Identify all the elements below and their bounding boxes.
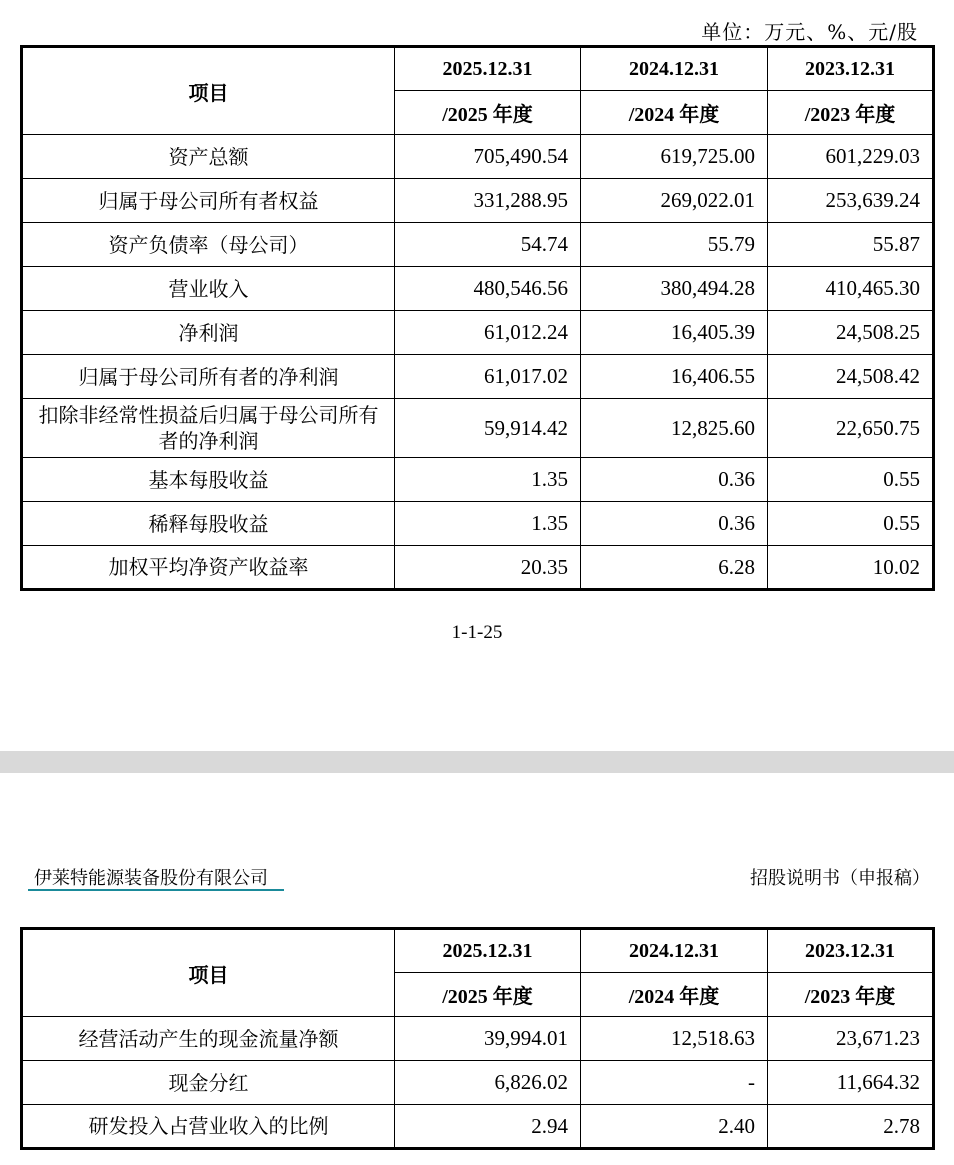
table-row bbox=[22, 1017, 934, 1061]
page-separator bbox=[0, 751, 954, 773]
row-label: 加权平均净资产收益率 bbox=[22, 546, 395, 590]
cell-value: 22,650.75 bbox=[768, 399, 934, 458]
table-row bbox=[22, 311, 934, 355]
cell-value: 55.79 bbox=[581, 223, 768, 267]
cell-value: 6,826.02 bbox=[395, 1061, 581, 1105]
row-label: 扣除非经常性损益后归属于母公司所有者的净利润 bbox=[22, 399, 395, 458]
table-row bbox=[22, 1105, 934, 1149]
cell-value: 12,518.63 bbox=[581, 1017, 768, 1061]
row-label: 归属于母公司所有者权益 bbox=[22, 179, 395, 223]
cell-value: 269,022.01 bbox=[581, 179, 768, 223]
cell-value: 24,508.25 bbox=[768, 311, 934, 355]
cell-value: - bbox=[581, 1061, 768, 1105]
cell-value: 10.02 bbox=[768, 546, 934, 590]
cell-value: 20.35 bbox=[395, 546, 581, 590]
row-label: 资产负债率（母公司） bbox=[22, 223, 395, 267]
table-row bbox=[22, 1061, 934, 1105]
cell-value: 16,406.55 bbox=[581, 355, 768, 399]
table-row bbox=[22, 399, 934, 458]
header-year: /2025 年度 bbox=[395, 973, 581, 1017]
cell-value: 1.35 bbox=[395, 458, 581, 502]
table-row bbox=[22, 546, 934, 590]
cell-value: 55.87 bbox=[768, 223, 934, 267]
cell-value: 1.35 bbox=[395, 502, 581, 546]
row-label: 研发投入占营业收入的比例 bbox=[22, 1105, 395, 1149]
document-title: 招股说明书（申报稿） bbox=[750, 868, 930, 889]
row-label: 基本每股收益 bbox=[22, 458, 395, 502]
header-date: 2025.12.31 bbox=[395, 47, 581, 91]
cell-value: 12,825.60 bbox=[581, 399, 768, 458]
row-label: 现金分红 bbox=[22, 1061, 395, 1105]
cell-value: 2.94 bbox=[395, 1105, 581, 1149]
cell-value: 480,546.56 bbox=[395, 267, 581, 311]
financial-table-2 bbox=[20, 927, 935, 1150]
cell-value: 601,229.03 bbox=[768, 135, 934, 179]
header-year: /2023 年度 bbox=[768, 973, 934, 1017]
cell-value: 380,494.28 bbox=[581, 267, 768, 311]
cell-value: 331,288.95 bbox=[395, 179, 581, 223]
cell-value: 619,725.00 bbox=[581, 135, 768, 179]
cell-value: 2.78 bbox=[768, 1105, 934, 1149]
cell-value: 59,914.42 bbox=[395, 399, 581, 458]
header-date: 2025.12.31 bbox=[395, 929, 581, 973]
cell-value: 0.36 bbox=[581, 502, 768, 546]
cell-value: 253,639.24 bbox=[768, 179, 934, 223]
cell-value: 23,671.23 bbox=[768, 1017, 934, 1061]
header-year: /2025 年度 bbox=[395, 91, 581, 135]
cell-value: 61,012.24 bbox=[395, 311, 581, 355]
table-row bbox=[22, 355, 934, 399]
cell-value: 705,490.54 bbox=[395, 135, 581, 179]
table-row bbox=[22, 223, 934, 267]
table-row bbox=[22, 458, 934, 502]
company-name: 伊莱特能源装备股份有限公司 bbox=[34, 868, 268, 889]
cell-value: 0.55 bbox=[768, 502, 934, 546]
cell-value: 54.74 bbox=[395, 223, 581, 267]
cell-value: 61,017.02 bbox=[395, 355, 581, 399]
header-year: /2023 年度 bbox=[768, 91, 934, 135]
row-label: 净利润 bbox=[22, 311, 395, 355]
cell-value: 24,508.42 bbox=[768, 355, 934, 399]
table-row bbox=[22, 267, 934, 311]
cell-value: 6.28 bbox=[581, 546, 768, 590]
cell-value: 2.40 bbox=[581, 1105, 768, 1149]
header-date: 2023.12.31 bbox=[768, 47, 934, 91]
financial-table-1 bbox=[20, 45, 935, 591]
row-label: 稀释每股收益 bbox=[22, 502, 395, 546]
header-date: 2024.12.31 bbox=[581, 929, 768, 973]
header-underline bbox=[28, 889, 284, 891]
cell-value: 0.55 bbox=[768, 458, 934, 502]
cell-value: 16,405.39 bbox=[581, 311, 768, 355]
cell-value: 11,664.32 bbox=[768, 1061, 934, 1105]
cell-value: 39,994.01 bbox=[395, 1017, 581, 1061]
page-number: 1-1-25 bbox=[451, 622, 503, 643]
row-label: 归属于母公司所有者的净利润 bbox=[22, 355, 395, 399]
header-year: /2024 年度 bbox=[581, 91, 768, 135]
table-row bbox=[22, 179, 934, 223]
cell-value: 0.36 bbox=[581, 458, 768, 502]
table-row bbox=[22, 135, 934, 179]
cell-value: 410,465.30 bbox=[768, 267, 934, 311]
header-year: /2024 年度 bbox=[581, 973, 768, 1017]
header-item: 项目 bbox=[22, 929, 395, 1017]
unit-label: 单位：万元、%、元/股 bbox=[701, 20, 918, 44]
row-label: 营业收入 bbox=[22, 267, 395, 311]
row-label: 经营活动产生的现金流量净额 bbox=[22, 1017, 395, 1061]
header-date: 2023.12.31 bbox=[768, 929, 934, 973]
table-row bbox=[22, 502, 934, 546]
header-item: 项目 bbox=[22, 47, 395, 135]
header-date: 2024.12.31 bbox=[581, 47, 768, 91]
row-label: 资产总额 bbox=[22, 135, 395, 179]
